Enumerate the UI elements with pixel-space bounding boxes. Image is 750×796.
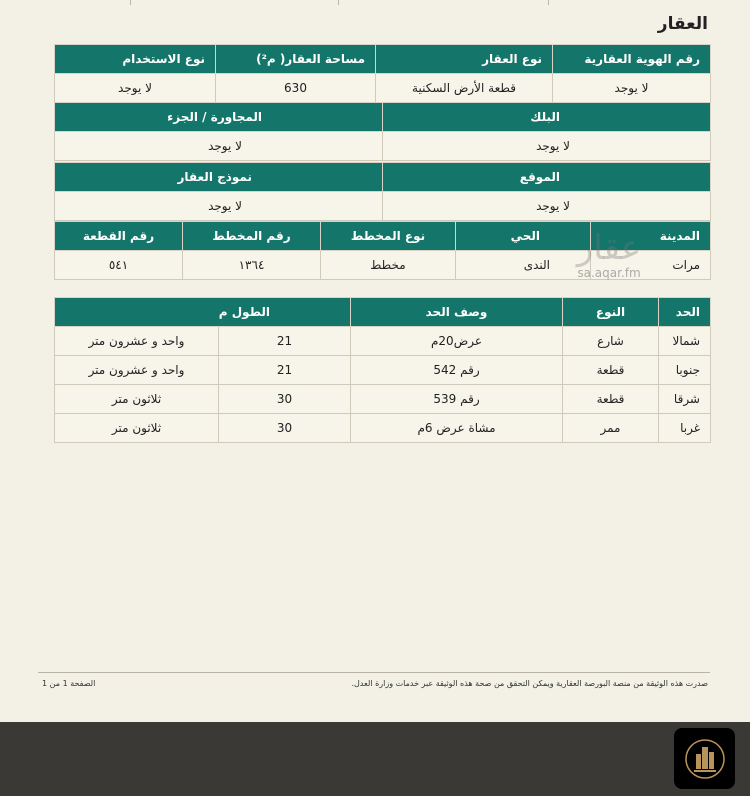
header-property-type: نوع العقار (376, 45, 553, 74)
side-cell: شمالا (659, 327, 711, 356)
length-words-cell: ثلاثون متر (55, 385, 219, 414)
header-location: الموقع (383, 163, 711, 192)
length-words-cell: واحد و عشرون متر (55, 327, 219, 356)
desc-cell: رقم 539 (351, 385, 563, 414)
length-cell: 21 (219, 327, 351, 356)
section-title: العقار (657, 14, 708, 34)
header-property-area: مساحة العقار( م²) (216, 45, 376, 74)
header-plan-type: نوع المخطط (321, 222, 456, 251)
header-property-model: نموذج العقار (55, 163, 383, 192)
plot-number-value: ٥٤١ (55, 251, 183, 280)
side-cell: جنوبا (659, 356, 711, 385)
table-row (55, 414, 711, 443)
location-value: لا يوجد (383, 192, 711, 221)
header-city: المدينة (591, 222, 711, 251)
app-logo-icon[interactable] (674, 728, 735, 789)
property-model-value: لا يوجد (55, 192, 383, 221)
length-cell: 21 (219, 356, 351, 385)
desc-cell: مشاة عرض 6م (351, 414, 563, 443)
block-info-table (54, 102, 711, 161)
header-property-id: رقم الهوية العقارية (553, 45, 711, 74)
side-cell: شرقا (659, 385, 711, 414)
previous-table-edge (0, 0, 750, 5)
table-divider (130, 0, 131, 5)
header-type: النوع (563, 298, 659, 327)
property-type-value: قطعة الأرض السكنية (376, 74, 553, 103)
footer-note: صدرت هذه الوثيقة من منصة البورصة العقارية ويمكن التحقق من صحة هذه الوثيقة عبر خدمات وزارة العدل. (351, 679, 708, 688)
type-cell: قطعة (563, 356, 659, 385)
district-value: الندى (456, 251, 591, 280)
city-value: مرات (591, 251, 711, 280)
desc-cell: رقم 542 (351, 356, 563, 385)
header-length: الطول م (55, 298, 351, 327)
header-side: الحد (659, 298, 711, 327)
table-row (55, 356, 711, 385)
page-number: الصفحة 1 من 1 (42, 679, 96, 688)
header-district: الحي (456, 222, 591, 251)
header-block: البلك (383, 103, 711, 132)
location-info-table (54, 162, 711, 221)
side-cell: غربا (659, 414, 711, 443)
header-plot-number: رقم القطعة (55, 222, 183, 251)
property-info-table (54, 44, 711, 103)
type-cell: شارع (563, 327, 659, 356)
property-area-value: 630 (216, 74, 376, 103)
building-emblem-icon (683, 737, 727, 781)
boundaries-table (54, 297, 711, 443)
bottom-bar (0, 722, 750, 796)
usage-type-value: لا يوجد (55, 74, 216, 103)
table-row (55, 385, 711, 414)
footer-divider (38, 672, 710, 673)
type-cell: ممر (563, 414, 659, 443)
neighborhood-part-value: لا يوجد (55, 132, 383, 161)
property-id-value: لا يوجد (553, 74, 711, 103)
header-usage-type: نوع الاستخدام (55, 45, 216, 74)
length-words-cell: ثلاثون متر (55, 414, 219, 443)
watermark-url: sa.aqar.fm (577, 266, 641, 280)
desc-cell: عرض20م (351, 327, 563, 356)
plan-type-value: مخطط (321, 251, 456, 280)
table-row (55, 327, 711, 356)
length-cell: 30 (219, 385, 351, 414)
table-divider (548, 0, 549, 5)
length-cell: 30 (219, 414, 351, 443)
table-divider (338, 0, 339, 5)
plan-info-table (54, 221, 711, 280)
plan-number-value: ١٣٦٤ (183, 251, 321, 280)
block-value: لا يوجد (383, 132, 711, 161)
length-words-cell: واحد و عشرون متر (55, 356, 219, 385)
header-neighborhood-part: المجاورة / الجزء (55, 103, 383, 132)
watermark-logo: عقار (576, 228, 642, 268)
type-cell: قطعة (563, 385, 659, 414)
header-boundary-desc: وصف الحد (351, 298, 563, 327)
header-plan-number: رقم المخطط (183, 222, 321, 251)
